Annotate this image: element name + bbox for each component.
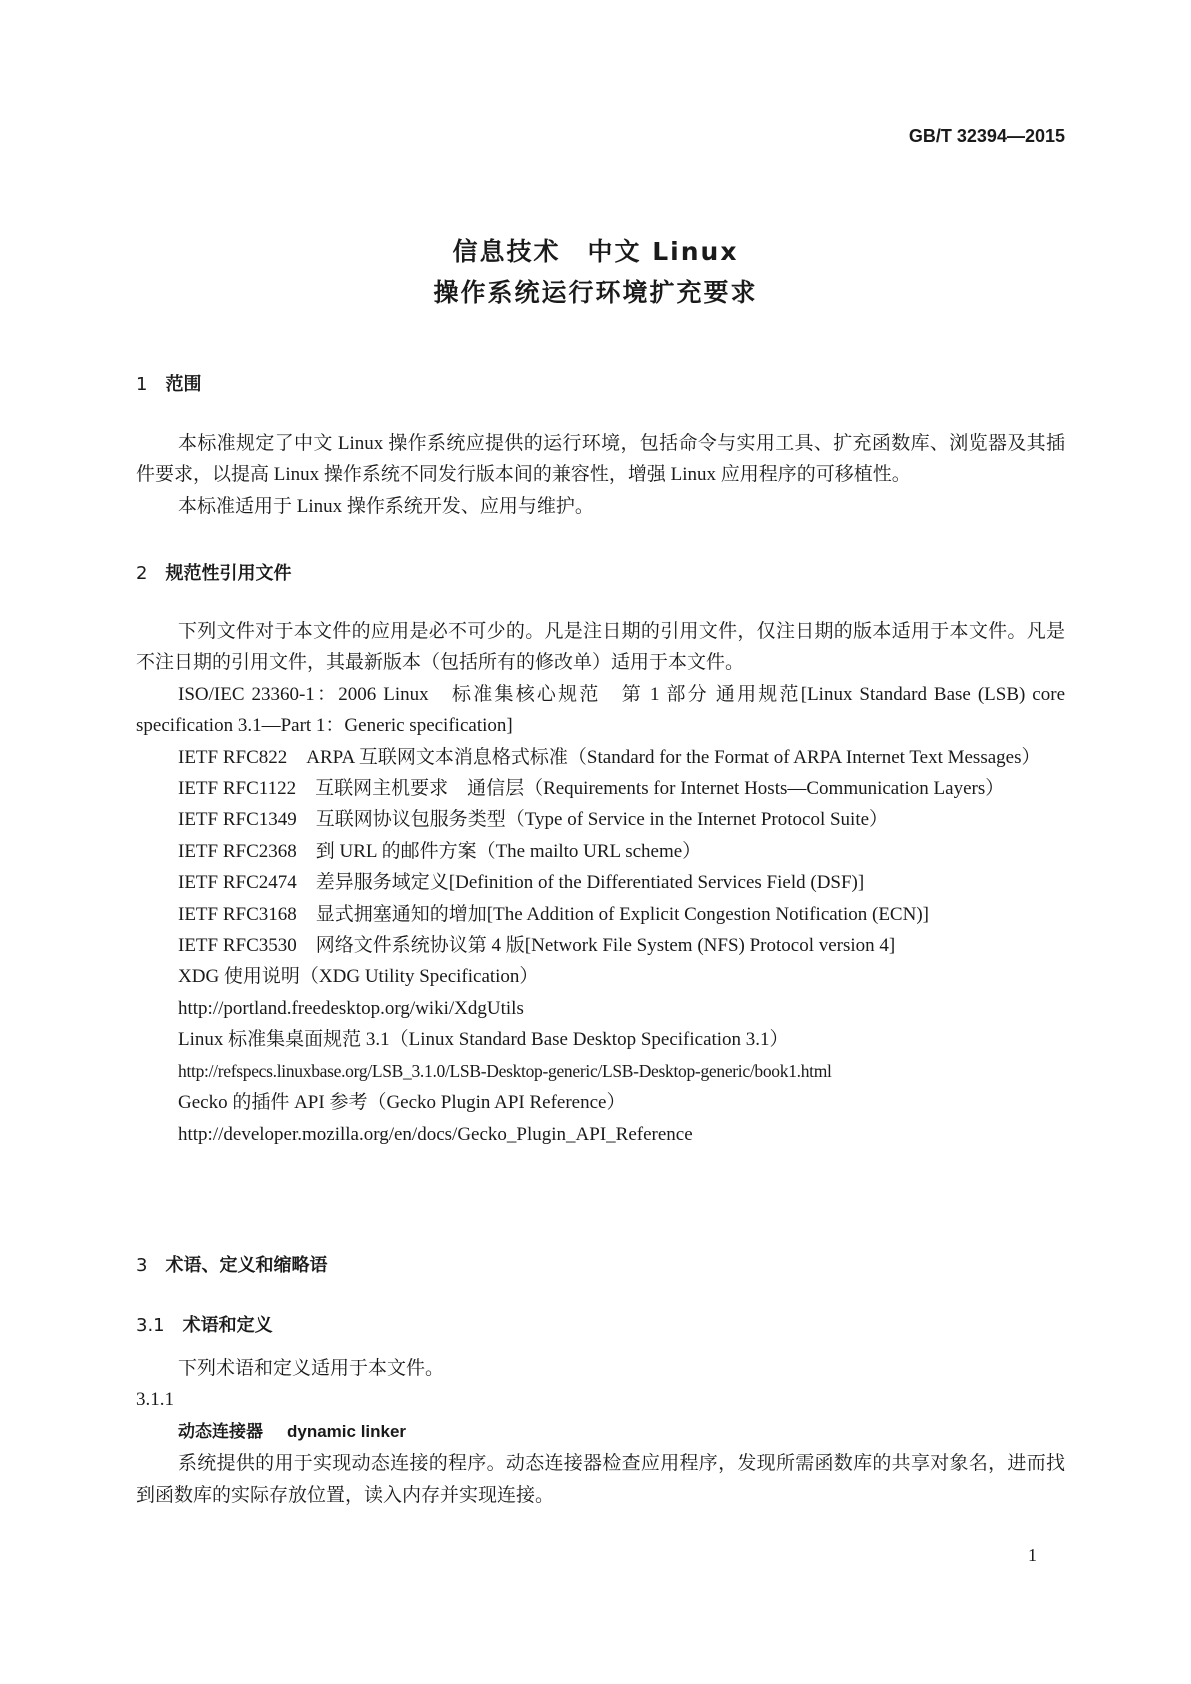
term-heading [136, 1416, 1065, 1448]
section-2-heading [136, 559, 291, 585]
section-number: 2 [136, 563, 148, 584]
term-zh: 动态连接器 [178, 1421, 263, 1442]
paragraph: 下列文件对于本文件的应用是必不可少的。凡是注日期的引用文件，仅注日期的版本适用于本文件。凡是不注日期的引用文件，其最新版本（包括所有的修改单）适用于本文件。 [136, 621, 1065, 674]
section-1-heading [136, 370, 201, 396]
term-number: 3.1.1 [136, 1389, 174, 1411]
section-number: 1 [136, 374, 148, 395]
reference-item: IETF RFC3530 网络文件系统协议第 4 版[Network File System (NFS) Protocol version 4] [178, 935, 896, 957]
reference-item: Linux 标准集桌面规范 3.1（Linux Standard Base Desktop Specification 3.1） [178, 1029, 789, 1051]
section-title: 范围 [165, 374, 202, 395]
section-title: 术语和定义 [182, 1315, 273, 1336]
paragraph: 下列术语和定义适用于本文件。 [178, 1358, 445, 1379]
section-3-heading [136, 1251, 327, 1277]
section-1-body [136, 428, 1065, 522]
reference-item: IETF RFC3168 显式拥塞通知的增加[The Addition of Explicit Congestion Notification (ECN)] [178, 903, 929, 925]
reference-url: http://developer.mozilla.org/en/docs/Gecko_Plugin_API_Reference [178, 1123, 693, 1145]
reference-item: IETF RFC2368 到 URL 的邮件方案（The mailto URL scheme） [178, 840, 702, 862]
reference-item: IETF RFC2474 差异服务域定义[Definition of the Differentiated Services Field (DSF)] [178, 872, 865, 894]
reference-url: http://refspecs.linuxbase.org/LSB_3.1.0/LSB-Desktop-generic/LSB-Desktop-generic/book1.html [178, 1060, 832, 1081]
reference-item: IETF RFC1122 互联网主机要求 通信层（Requirements for Internet Hosts—Communication Layers） [178, 778, 1005, 800]
reference-url: http://portland.freedesktop.org/wiki/XdgUtils [178, 997, 524, 1019]
section-number: 3 [136, 1255, 148, 1276]
page-number: 1 [1028, 1545, 1037, 1565]
term-definition: 系统提供的用于实现动态连接的程序。动态连接器检查应用程序，发现所需函数库的共享对象名，进而找到函数库的实际存放位置，读入内存并实现连接。 [136, 1453, 1065, 1506]
reference-list [136, 616, 1065, 1150]
section-number: 3.1 [136, 1315, 165, 1336]
title-line-1: 信息技术 中文 Linux [452, 237, 739, 266]
section-title: 规范性引用文件 [165, 563, 292, 584]
paragraph: 本标准规定了中文 Linux 操作系统应提供的运行环境，包括命令与实用工具、扩充函数库、浏览器及其插件要求，以提高 Linux 操作系统不同发行版本间的兼容性，增强 Linux 应用程序的可移植性。 [136, 433, 1065, 486]
paragraph: 本标准适用于 Linux 操作系统开发、应用与维护。 [178, 495, 594, 517]
standard-number: GB/T 32394—2015 [908, 126, 1065, 146]
subsection-3-1-heading [136, 1311, 273, 1337]
title-line-2: 操作系统运行环境扩充要求 [433, 278, 758, 307]
terms-body [136, 1353, 1065, 1511]
reference-item: IETF RFC822 ARPA 互联网文本消息格式标准（Standard for the Format of ARPA Internet Text Messages） [178, 746, 1041, 768]
reference-item: ISO/IEC 23360-1：2006 Linux 标准集核心规范 第 1 部分 通用规范[Linux Standard Base (LSB) core specification 3.1—Part 1：Generic specification] [136, 683, 1065, 737]
reference-item: IETF RFC1349 互联网协议包服务类型（Type of Service in the Internet Protocol Suite） [178, 809, 889, 831]
term-en: dynamic linker [287, 1421, 407, 1441]
reference-item: Gecko 的插件 API 参考（Gecko Plugin API Reference） [178, 1092, 626, 1114]
reference-item: XDG 使用说明（XDG Utility Specification） [178, 966, 539, 988]
section-title: 术语、定义和缩略语 [165, 1255, 328, 1276]
